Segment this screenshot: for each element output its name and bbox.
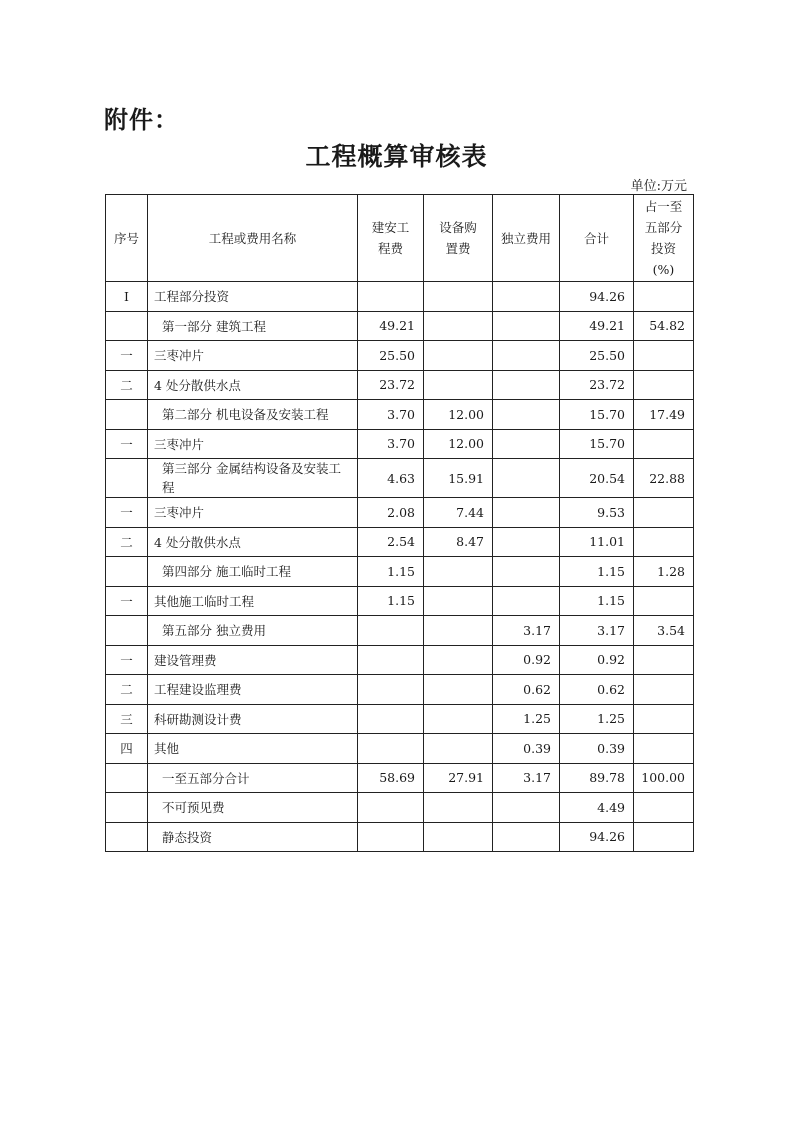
cell-equipment (424, 341, 493, 371)
cell-construction: 2.08 (358, 498, 424, 528)
page-title: 工程概算审核表 (305, 142, 488, 171)
cell-share (634, 675, 694, 705)
cell-name: 4 处分散供水点 (148, 527, 358, 557)
cell-seq: 一 (106, 586, 148, 616)
table-row (106, 763, 694, 793)
header-seq: 序号 (106, 195, 148, 282)
cell-equipment: 12.00 (424, 400, 493, 430)
cell-share: 54.82 (634, 311, 694, 341)
cell-seq: 一 (106, 498, 148, 528)
cell-construction: 23.72 (358, 370, 424, 400)
cell-seq (106, 763, 148, 793)
cell-equipment (424, 704, 493, 734)
unit-label: 单位:万元 (630, 179, 687, 194)
cell-name: 第三部分 金属结构设备及安装工程 (148, 459, 358, 498)
table-row (106, 527, 694, 557)
table-row (106, 793, 694, 823)
cell-construction (358, 822, 424, 852)
header-name: 工程或费用名称 (148, 195, 358, 282)
cell-share: 3.54 (634, 616, 694, 646)
cell-construction (358, 616, 424, 646)
cell-total: 1.15 (560, 586, 634, 616)
cell-construction: 1.15 (358, 557, 424, 587)
header-share: 占一至五部分投资(%) (634, 195, 694, 282)
budget-table (105, 194, 694, 852)
table-row (106, 311, 694, 341)
cell-independent: 1.25 (493, 704, 560, 734)
cell-construction (358, 645, 424, 675)
cell-equipment: 27.91 (424, 763, 493, 793)
cell-name: 第五部分 独立费用 (148, 616, 358, 646)
cell-seq (106, 557, 148, 587)
cell-name: 工程部分投资 (148, 282, 358, 312)
cell-total: 20.54 (560, 459, 634, 498)
cell-independent (493, 793, 560, 823)
cell-independent: 0.92 (493, 645, 560, 675)
cell-independent (493, 311, 560, 341)
cell-independent (493, 557, 560, 587)
cell-equipment (424, 616, 493, 646)
header-total: 合计 (560, 195, 634, 282)
cell-equipment (424, 734, 493, 764)
cell-equipment (424, 822, 493, 852)
cell-name: 不可预见费 (148, 793, 358, 823)
cell-total: 0.39 (560, 734, 634, 764)
header-equipment: 设备购置费 (424, 195, 493, 282)
cell-seq (106, 822, 148, 852)
cell-share (634, 498, 694, 528)
cell-seq (106, 793, 148, 823)
cell-name: 三枣冲片 (148, 341, 358, 371)
cell-equipment (424, 311, 493, 341)
attachment-label: 附件： (104, 106, 179, 134)
cell-independent (493, 370, 560, 400)
cell-share (634, 822, 694, 852)
cell-name: 第一部分 建筑工程 (148, 311, 358, 341)
cell-share (634, 341, 694, 371)
cell-independent: 0.39 (493, 734, 560, 764)
cell-seq (106, 400, 148, 430)
cell-name: 4 处分散供水点 (148, 370, 358, 400)
cell-construction: 2.54 (358, 527, 424, 557)
table-row (106, 734, 694, 764)
cell-construction (358, 704, 424, 734)
table-row (106, 586, 694, 616)
cell-total: 89.78 (560, 763, 634, 793)
cell-independent (493, 459, 560, 498)
cell-construction (358, 793, 424, 823)
cell-construction (358, 282, 424, 312)
cell-total: 0.62 (560, 675, 634, 705)
cell-independent: 0.62 (493, 675, 560, 705)
cell-seq (106, 459, 148, 498)
cell-construction: 3.70 (358, 429, 424, 459)
cell-name: 其他 (148, 734, 358, 764)
cell-share (634, 645, 694, 675)
cell-share (634, 704, 694, 734)
cell-share (634, 734, 694, 764)
cell-name: 静态投资 (148, 822, 358, 852)
cell-seq: 二 (106, 370, 148, 400)
cell-independent (493, 527, 560, 557)
cell-name: 科研勘测设计费 (148, 704, 358, 734)
cell-seq: 一 (106, 645, 148, 675)
cell-independent (493, 429, 560, 459)
cell-share (634, 282, 694, 312)
cell-independent: 3.17 (493, 616, 560, 646)
table-row (106, 282, 694, 312)
cell-name: 三枣冲片 (148, 498, 358, 528)
table-row (106, 400, 694, 430)
cell-seq: Ⅰ (106, 282, 148, 312)
cell-name: 其他施工临时工程 (148, 586, 358, 616)
cell-name: 三枣冲片 (148, 429, 358, 459)
cell-total: 23.72 (560, 370, 634, 400)
table-row (106, 675, 694, 705)
cell-construction: 4.63 (358, 459, 424, 498)
cell-independent: 3.17 (493, 763, 560, 793)
cell-equipment: 12.00 (424, 429, 493, 459)
cell-seq: 三 (106, 704, 148, 734)
cell-share: 100.00 (634, 763, 694, 793)
cell-independent (493, 498, 560, 528)
table-row (106, 459, 694, 498)
cell-equipment: 8.47 (424, 527, 493, 557)
cell-equipment (424, 675, 493, 705)
cell-total: 0.92 (560, 645, 634, 675)
cell-construction (358, 734, 424, 764)
cell-independent (493, 282, 560, 312)
cell-name: 第四部分 施工临时工程 (148, 557, 358, 587)
cell-share: 17.49 (634, 400, 694, 430)
cell-seq: 二 (106, 527, 148, 557)
cell-total: 4.49 (560, 793, 634, 823)
cell-total: 3.17 (560, 616, 634, 646)
table-row (106, 822, 694, 852)
cell-equipment (424, 370, 493, 400)
cell-total: 15.70 (560, 429, 634, 459)
cell-seq (106, 616, 148, 646)
cell-share: 1.28 (634, 557, 694, 587)
cell-total: 15.70 (560, 400, 634, 430)
cell-equipment (424, 793, 493, 823)
header-independent: 独立费用 (493, 195, 560, 282)
cell-seq: 四 (106, 734, 148, 764)
cell-equipment (424, 282, 493, 312)
cell-construction: 58.69 (358, 763, 424, 793)
cell-share (634, 429, 694, 459)
cell-independent (493, 400, 560, 430)
cell-equipment (424, 557, 493, 587)
cell-name: 建设管理费 (148, 645, 358, 675)
cell-seq: 一 (106, 341, 148, 371)
cell-total: 1.25 (560, 704, 634, 734)
cell-independent (493, 822, 560, 852)
cell-total: 25.50 (560, 341, 634, 371)
table-row (106, 557, 694, 587)
cell-independent (493, 341, 560, 371)
table-row (106, 704, 694, 734)
cell-seq: 二 (106, 675, 148, 705)
cell-name: 第二部分 机电设备及安装工程 (148, 400, 358, 430)
cell-seq: 一 (106, 429, 148, 459)
cell-share (634, 793, 694, 823)
cell-total: 49.21 (560, 311, 634, 341)
cell-seq (106, 311, 148, 341)
header-construction: 建安工程费 (358, 195, 424, 282)
cell-independent (493, 586, 560, 616)
cell-construction: 25.50 (358, 341, 424, 371)
cell-construction: 49.21 (358, 311, 424, 341)
cell-total: 94.26 (560, 822, 634, 852)
cell-share (634, 527, 694, 557)
table-row (106, 370, 694, 400)
cell-construction (358, 675, 424, 705)
cell-total: 9.53 (560, 498, 634, 528)
cell-construction: 3.70 (358, 400, 424, 430)
cell-equipment (424, 586, 493, 616)
cell-construction: 1.15 (358, 586, 424, 616)
cell-equipment: 15.91 (424, 459, 493, 498)
table-header-row (106, 195, 694, 282)
cell-share (634, 370, 694, 400)
cell-total: 1.15 (560, 557, 634, 587)
cell-name: 工程建设监理费 (148, 675, 358, 705)
table-row (106, 429, 694, 459)
cell-total: 94.26 (560, 282, 634, 312)
table-row (106, 341, 694, 371)
cell-equipment (424, 645, 493, 675)
cell-share: 22.88 (634, 459, 694, 498)
cell-name: 一至五部分合计 (148, 763, 358, 793)
cell-equipment: 7.44 (424, 498, 493, 528)
cell-total: 11.01 (560, 527, 634, 557)
table-row (106, 498, 694, 528)
table-row (106, 616, 694, 646)
cell-share (634, 586, 694, 616)
table-row (106, 645, 694, 675)
